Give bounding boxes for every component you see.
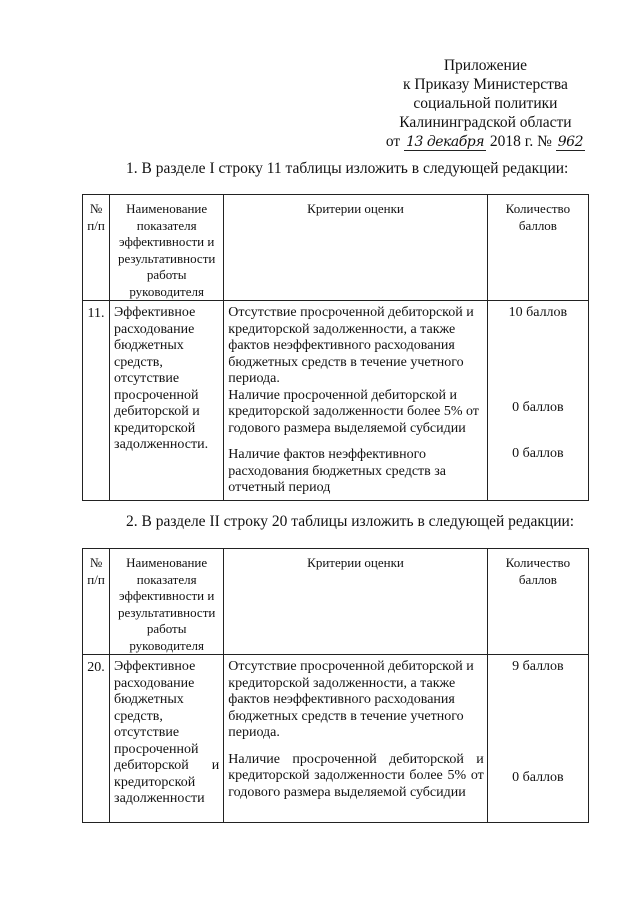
header-num: № п/п	[83, 195, 110, 301]
table-row	[83, 655, 589, 823]
row-criteria	[224, 301, 488, 501]
criterion-3: Наличие фактов неэффективного расходования бюджетных средств за отчетный период	[228, 447, 447, 495]
section2-table	[82, 548, 589, 823]
row-scores	[487, 655, 588, 823]
header-name: Наименование показателя эффективности и результативности работы руководителя	[110, 195, 224, 301]
score-1: 9 баллов	[512, 659, 564, 674]
header-criteria: Критерии оценки	[224, 195, 488, 301]
handwritten-date: 13 декабря	[406, 134, 484, 150]
header-criteria: Критерии оценки	[224, 549, 488, 655]
appendix-title: Приложение	[443, 57, 528, 74]
criterion-2: Наличие просроченной дебиторской и кредиторской задолженности более 5% от годового размера выделяемой субсидии	[228, 387, 479, 436]
row-name: Эффективное расходование бюджетных средств, отсутствие просроченной дебиторской и кредиторской задолженности.	[110, 301, 224, 501]
score-3: 0 баллов	[512, 446, 564, 461]
section1-heading: 1. В разделе I строку 11 таблицы изложить в следующей редакции:	[126, 160, 569, 177]
row-name: Эффективное расходование бюджетных средств, отсутствие просроченной дебиторской и кредиторской задолженности	[110, 655, 224, 823]
row-scores	[487, 301, 588, 501]
table-row	[83, 301, 589, 501]
date-prefix: от	[385, 133, 401, 150]
table-header-row	[83, 195, 589, 301]
row-num: 11.	[83, 301, 110, 501]
appendix-date-line	[386, 132, 585, 151]
criterion-1: Отсутствие просроченной дебиторской и кредиторской задолженности, а также фактов неэффективного расходования бюджетных средств в течение учетного периода.	[228, 659, 474, 740]
section2-heading: 2. В разделе II строку 20 таблицы изложить в следующей редакции:	[126, 513, 575, 530]
header-score: Количество баллов	[487, 549, 588, 655]
appendix-order-ref: к Приказу Министерства	[403, 76, 568, 93]
row-num: 20.	[83, 655, 110, 823]
criterion-1: Отсутствие просроченной дебиторской и кредиторской задолженности, а также фактов неэффективного расходования бюджетных средств в течение учетного периода.	[228, 305, 474, 386]
header-score: Количество баллов	[487, 195, 588, 301]
header-name: Наименование показателя эффективности и результативности работы руководителя	[110, 549, 224, 655]
row-criteria	[224, 655, 488, 823]
score-2: 0 баллов	[512, 769, 564, 785]
appendix-ministry: социальной политики	[413, 95, 558, 112]
score-1: 10 баллов	[508, 305, 568, 320]
handwritten-order-number: 962	[557, 134, 583, 150]
score-2: 0 баллов	[512, 399, 564, 415]
appendix-region: Калининградской области	[399, 114, 572, 131]
section1-table	[82, 194, 589, 501]
appendix-header	[386, 56, 585, 151]
date-year: 2018 г. №	[489, 133, 552, 150]
table-header-row	[83, 549, 589, 655]
criterion-2: Наличие просроченной дебиторской и кредиторской задолженности более 5% от годового размера выделяемой субсидии	[228, 751, 484, 800]
header-num: № п/п	[83, 549, 110, 655]
